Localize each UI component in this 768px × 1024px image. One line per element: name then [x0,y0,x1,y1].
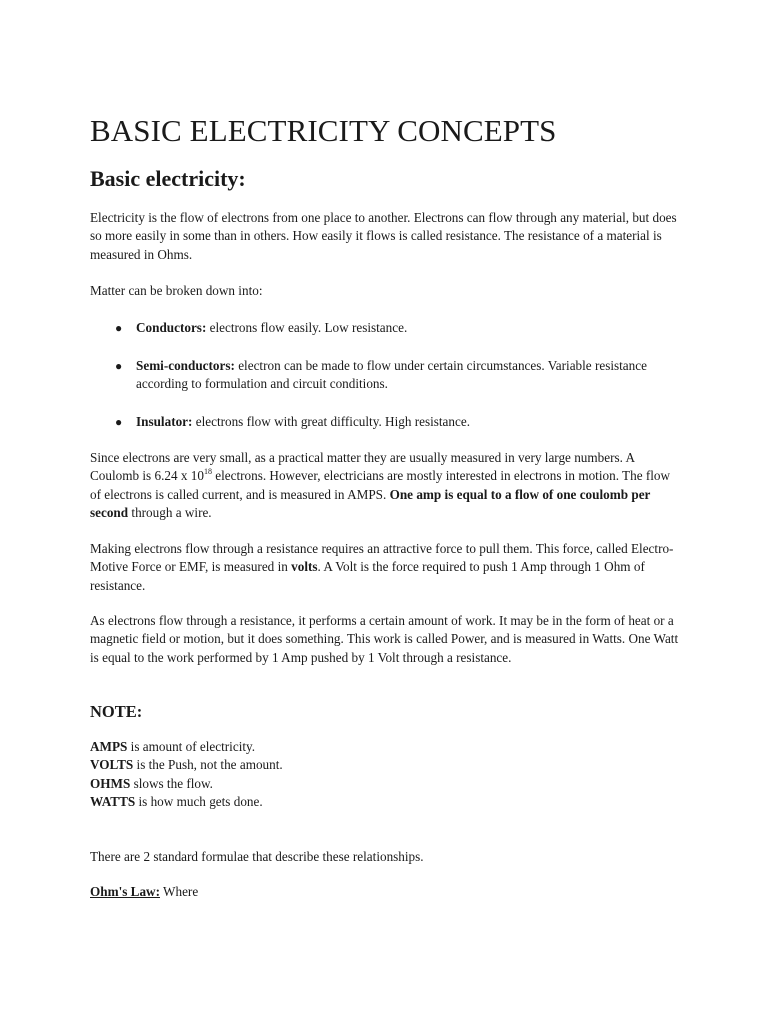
note-line: AMPS is amount of electricity. [90,739,256,754]
intro-paragraph: Electricity is the flow of electrons from one place to another. Electrons can flow through any material, but does so more easily in some than in others. How easily it flows is called resistance. The resistance of a material is measured in Ohms. [90,210,677,262]
list-item-term: Insulator: [136,414,193,429]
list-item [90,357,680,394]
bullet-icon: ● [115,359,123,373]
section-heading: Basic electricity: [90,166,246,191]
list-item-term: Semi-conductors: [136,358,235,373]
list-item-text: electron can be made to flow under certain circumstances. Variable resistance according to formulation and circuit conditions. [136,358,647,392]
list-item [90,413,680,431]
coulomb-paragraph: Since electrons are very small, as a practical matter they are usually measured in very large numbers. A Coulomb is 6.24 x $10^{18}$ electrons. However, electricians are mostly interested in electrons in motion. The flow of electrons is called current, and is measured in AMPS. One amp is equal to a flow of one coulomb per second through a wire. [90,450,671,520]
note-line: VOLTS is the Push, not the amount. [90,757,283,773]
matter-list [90,357,680,394]
bold-definition: One amp is equal to a flow of one coulomb per second [90,486,651,520]
document-title: BASIC ELECTRICITY CONCEPTS [90,113,557,148]
note-line: WATTS is how much gets done. [90,793,263,809]
bullet-icon: ● [115,415,123,429]
note-list [90,738,283,811]
matter-list [90,413,680,431]
bold-term: volts [291,559,318,575]
volts-paragraph: Making electrons flow through a resistance requires an attractive force to pull them. This force, called Electro-Motive Force or EMF, is measured in volts. A Volt is the force required to push 1 Amp through 1 Ohm of resistance. [90,541,674,593]
exponent: 18 [203,467,212,477]
ohms-law-term: Ohm's Law: [90,884,160,899]
note-line: OHMS slows the flow. [90,775,213,791]
matter-list [90,319,680,337]
formulae-paragraph: There are 2 standard formulae that describe these relationships. [90,849,424,864]
list-item-text: electrons flow with great difficulty. High resistance. [192,414,471,429]
power-paragraph: As electrons flow through a resistance, it performs a certain amount of work. It may be in the form of heat or a magnetic field or motion, but it does something. This work is called Power, and is measured in Watts. One Watt is equal to the work performed by 1 Amp pushed by 1 Volt through a resistance. [90,613,679,665]
matter-intro-paragraph: Matter can be broken down into: [90,283,263,298]
bullet-icon: ● [115,321,123,335]
ohms-law-line: Ohm's Law: Where [90,884,199,899]
list-item-text: electrons flow easily. Low resistance. [206,320,408,335]
list-item [90,319,680,337]
list-item-term: Conductors: [136,320,207,335]
note-heading: NOTE: [90,702,143,721]
